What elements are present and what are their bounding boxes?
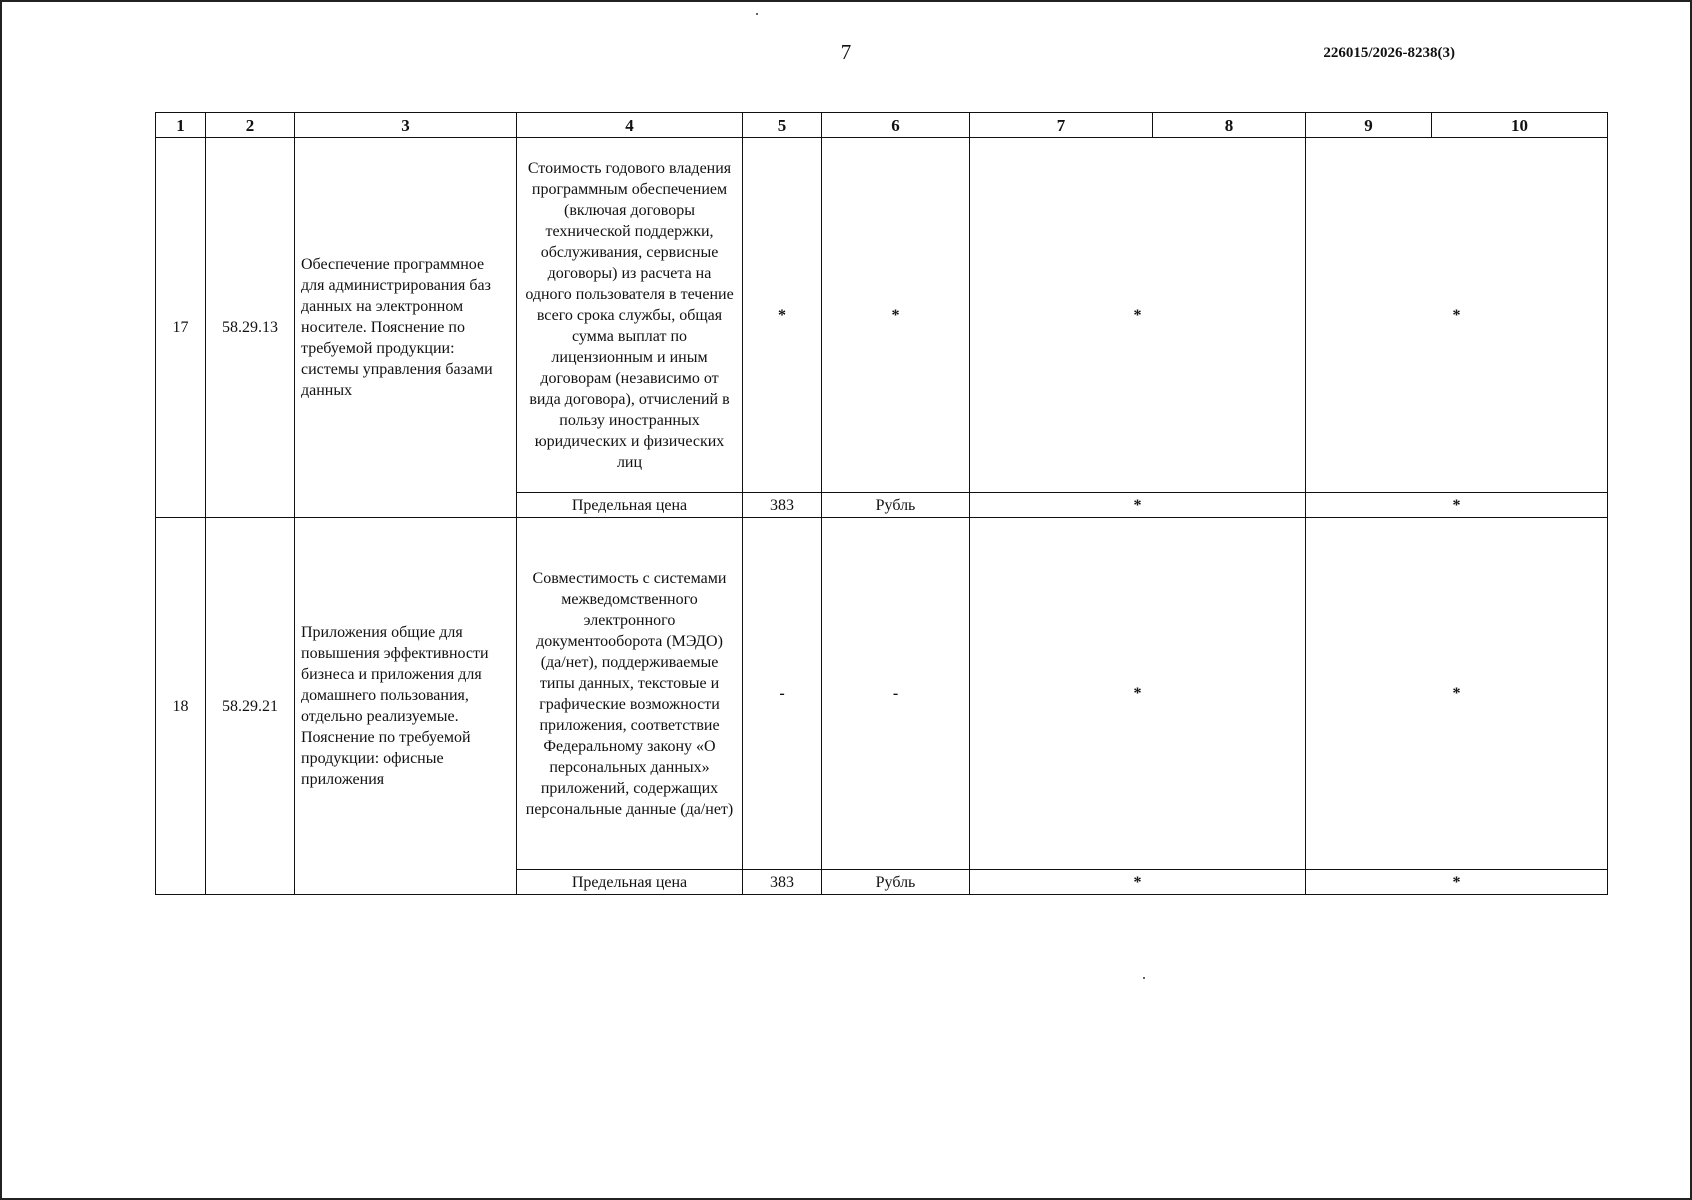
unit-code-cell: - (743, 518, 822, 870)
page-number: 7 (840, 40, 852, 64)
price-label: Предельная цена (517, 870, 743, 895)
product-name: Приложения общие для повышения эффективности бизнеса и приложения для домашнего пользования, отдельно реализуемые. Пояснение по требуемой продукции: офисные приложения (295, 518, 517, 895)
scan-speck (1143, 977, 1145, 979)
value-cell-7-8: * (970, 138, 1306, 493)
scan-border-left (0, 0, 2, 1200)
unit-name-cell: - (822, 518, 970, 870)
characteristic-text: Совместимость с системами межведомственного электронного документооборота (МЭДО) (да/нет), поддерживаемые типы данных, текстовые и графические возможности приложения, соответствие Федеральному закону «О персональных данных» приложений, содержащих персональные данные (да/нет) (517, 518, 743, 870)
value-cell-9-10: * (1306, 518, 1608, 870)
header-cell: 3 (295, 113, 517, 138)
value-cell-7-8: * (970, 518, 1306, 870)
header-cell: 2 (206, 113, 295, 138)
header-cell: 9 (1306, 113, 1432, 138)
scan-border-top (0, 0, 1692, 2)
price-unit-name: Рубль (822, 870, 970, 895)
row-number: 17 (156, 138, 206, 518)
product-name: Обеспечение программное для администрирования баз данных на электронном носителе. Пояснение по требуемой продукции: системы управления базами данных (295, 138, 517, 518)
table-row (156, 138, 1608, 493)
header-cell: 1 (156, 113, 206, 138)
header-cell: 6 (822, 113, 970, 138)
price-label: Предельная цена (517, 493, 743, 518)
unit-name-cell: * (822, 138, 970, 493)
unit-code-cell: * (743, 138, 822, 493)
value-cell-9-10: * (1306, 138, 1608, 493)
header-cell: 5 (743, 113, 822, 138)
characteristic-text: Стоимость годового владения программным обеспечением (включая договоры технической поддержки, обслуживания, сервисные договоры) из расчета на одного пользователя в течение всего срока службы, общая сумма выплат по лицензионным и иным договорам (независимо от вида договора), отчислений в пользу иностранных юридических и физических лиц (517, 138, 743, 493)
header-cell: 7 (970, 113, 1153, 138)
price-unit-name: Рубль (822, 493, 970, 518)
header-cell: 4 (517, 113, 743, 138)
price-unit-code: 383 (743, 493, 822, 518)
scan-speck (756, 13, 758, 15)
header-cell: 8 (1153, 113, 1306, 138)
price-value-9-10: * (1306, 493, 1608, 518)
okpd-code: 58.29.21 (206, 518, 295, 895)
header-cell: 10 (1432, 113, 1608, 138)
price-unit-code: 383 (743, 870, 822, 895)
price-value-9-10: * (1306, 870, 1608, 895)
row-number: 18 (156, 518, 206, 895)
document-code: 226015/2026-8238(3) (1323, 45, 1455, 61)
table-row (156, 518, 1608, 870)
table-header-row (156, 113, 1608, 138)
price-value-7-8: * (970, 870, 1306, 895)
requirements-table (155, 112, 1608, 895)
price-value-7-8: * (970, 493, 1306, 518)
okpd-code: 58.29.13 (206, 138, 295, 518)
